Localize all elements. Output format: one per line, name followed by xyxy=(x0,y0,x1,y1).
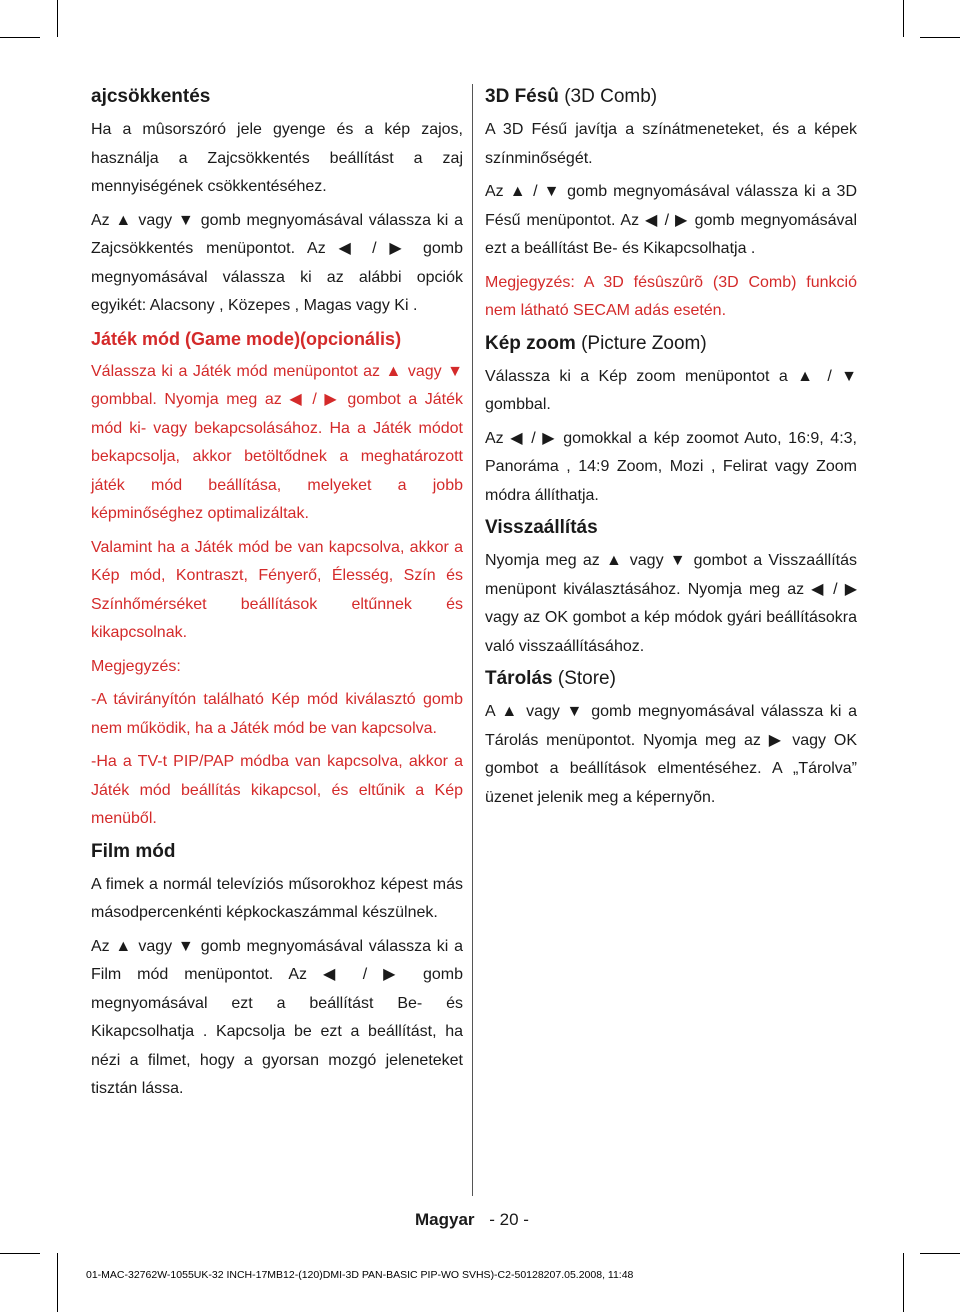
crop-mark xyxy=(0,37,40,38)
comb-heading-normal: (3D Comb) xyxy=(564,86,658,107)
crop-mark xyxy=(920,37,960,38)
reset-heading: Visszaállítás xyxy=(485,517,598,538)
film-mode-heading: Film mód xyxy=(91,840,176,862)
crop-mark xyxy=(920,1253,960,1254)
comb-note: Megjegyzés: A 3D fésûszûrõ (3D Comb) funkció nem látható SECAM adás esetén. xyxy=(485,273,857,319)
film-mode-paragraph-2: Az ▲ vagy ▼ gomb megnyomásával válassza ki a Film mód menüpontot. Az ◀ / ▶ gomb megnyomásával ezt a beállítást Be- és Kikapcsolhatja . Kapcsolja be ezt a beállítást, ha nézi a filmet, hogy a gyorsan mozgó jeleneteket tisztán lássa. xyxy=(91,937,463,1097)
reset-paragraph: Nyomja meg az ▲ vagy ▼ gombot a Visszaállítás menüpont kiválasztásához. Nyomja meg az ◀ / ▶ vagy az OK gombot a kép módok gyári beállításokra való visszaállításához. xyxy=(485,552,857,655)
noise-paragraph-1: Ha a mûsorszóró jele gyenge és a kép zajos, használja a Zajcsökkentés beállítást a zaj mennyiségének csökkentéséhez. xyxy=(91,121,463,195)
left-column xyxy=(91,84,463,1109)
right-column xyxy=(485,84,857,817)
crop-mark xyxy=(57,1253,58,1312)
store-heading-normal: (Store) xyxy=(557,668,616,689)
footer-language: Magyar xyxy=(415,1210,475,1229)
store-heading-bold: Tárolás xyxy=(485,668,553,689)
comb-paragraph-2: Az ▲ / ▼ gomb megnyomásával válassza ki a 3D Fésű menüpontot. Az ◀ / ▶ gomb megnyomásával ezt a beállítást Be- és Kikapcsolhatja . xyxy=(485,183,857,257)
film-mode-paragraph-1: A fimek a normál televíziós műsorokhoz képest más másodpercenkénti képkockaszámmal készülnek. xyxy=(91,875,463,921)
zoom-paragraph-2: Az ◀ / ▶ gomokkal a kép zoomot Auto, 16:9, 4:3, Panoráma , 14:9 Zoom, Mozi , Felirat vagy Zoom módra állíthatja. xyxy=(485,429,857,504)
comb-heading xyxy=(485,84,857,110)
zoom-heading-normal: (Picture Zoom) xyxy=(581,332,707,354)
comb-heading-bold: 3D Fésû xyxy=(485,86,559,107)
comb-paragraph-1: A 3D Fésű javítja a színátmeneteket, és a képek színminőségét. xyxy=(485,121,857,167)
crop-mark xyxy=(0,1253,40,1254)
game-mode-heading: Játék mód (Game mode)(opcionális) xyxy=(91,328,402,349)
zoom-heading-bold: Kép zoom xyxy=(485,332,576,354)
noise-heading: ajcsökkentés xyxy=(91,86,211,107)
zoom-paragraph-1: Válassza ki a Kép zoom menüpontot a ▲ / ▼ gombbal. xyxy=(485,367,857,413)
game-mode-note-2: -Ha a TV-t PIP/PAP módba van kapcsolva, akkor a Játék mód beállítás kikapcsol, és eltűnik a Kép menüből. xyxy=(91,753,463,827)
game-mode-paragraph-1: Válassza ki a Játék mód menüpontot az ▲ vagy ▼ gombbal. Nyomja meg az ◀ / ▶ gombot a Játék mód ki- vagy bekapcsolásához. Ha a Játék módot bekapcsolja, akkor betöltődnek a meghatározott játék mód beállítása, melyeket a jobb képminőséghez optimalizáltak. xyxy=(91,362,463,522)
print-metadata: 01-MAC-32762W-1055UK-32 INCH-17MB12-(120)DMI-3D PAN-BASIC PIP-WO SVHS)-C2-50128207.05.2008, 11:48 xyxy=(86,1269,634,1281)
crop-mark xyxy=(903,0,904,37)
page-number: - 20 - xyxy=(489,1210,529,1229)
crop-mark xyxy=(57,0,58,37)
store-heading xyxy=(485,666,857,692)
crop-mark xyxy=(903,1253,904,1312)
store-paragraph: A ▲ vagy ▼ gomb megnyomásával válassza ki a Tárolás menüpontot. Nyomja meg az ▶ vagy OK gombot a beállítások elmentéséhez. A „Tárolva” üzenet jelenik meg a képernyõn. xyxy=(485,703,857,806)
zoom-heading xyxy=(485,331,857,357)
game-mode-paragraph-2: Valamint ha a Játék mód be van kapcsolva, akkor a Kép mód, Kontraszt, Fényerő, Élesség, Szín és Színhőmérséket beállítások eltűnnek és kikapcsolnak. xyxy=(91,538,463,641)
page-footer xyxy=(415,1210,529,1230)
noise-paragraph-2: Az ▲ vagy ▼ gomb megnyomásával válassza ki a Zajcsökkentés menüpontot. Az ◀ / ▶ gomb megnyomásával válassza ki az alábbi opciók egyikét: Alacsony , Közepes , Magas vagy Ki . xyxy=(91,211,463,314)
game-mode-note-1: -A távirányítón található Kép mód kiválasztó gomb nem működik, ha a Játék mód be van kapcsolva. xyxy=(91,691,463,737)
column-divider xyxy=(472,84,473,1196)
game-mode-note-label: Megjegyzés: xyxy=(91,657,181,675)
